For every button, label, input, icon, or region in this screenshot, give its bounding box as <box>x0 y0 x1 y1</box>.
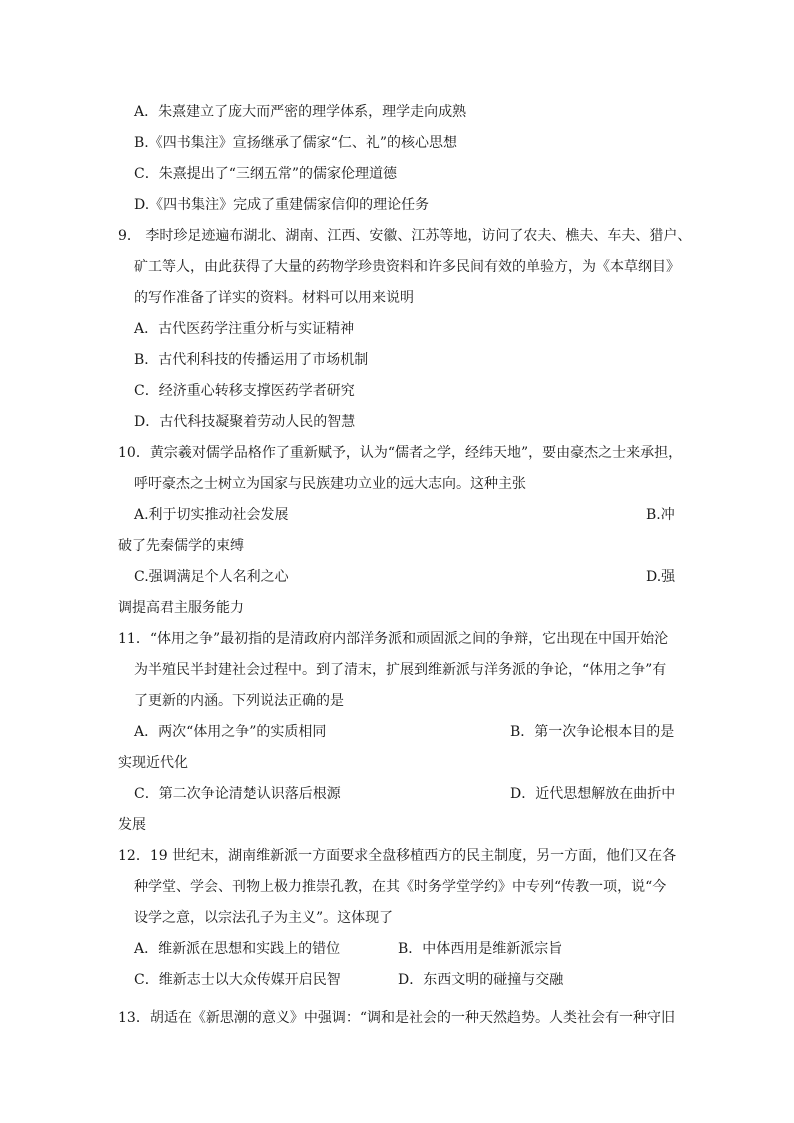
q12-stem-line1: 12．19 世纪末，湖南维新派一方面要求全盘移植西方的民主制度，另一方面，他们又在各 <box>118 848 677 864</box>
q8-option-a: A．朱熹建立了庞大而严密的理学体系，理学走向成熟 <box>134 104 467 120</box>
q12-stem-line2: 种学堂、学会、刊物上极力推崇孔教，在其《时务学堂学约》中专列“传教一项，说“今 <box>134 879 667 895</box>
q9-stem-line2: 矿工等人，由此获得了大量的药物学珍贵资料和许多民间有效的单验方，为《本草纲目》 <box>134 259 680 275</box>
q12-option-c: C．维新志士以大众传媒开启民智 <box>134 972 341 988</box>
q11-option-d: D．近代思想解放在曲折中 <box>510 786 676 802</box>
q10-option-b-wrap: 破了先秦儒学的束缚 <box>118 538 244 554</box>
q9-option-d: D．古代科技凝聚着劳动人民的智慧 <box>134 414 356 430</box>
q10-option-a: A.利于切实推动社会发展 <box>134 507 289 523</box>
q8-option-c: C．朱熹提出了“三纲五常”的儒家伦理道德 <box>134 166 398 182</box>
q10-stem-line2: 呼吁豪杰之士树立为国家与民族建功立业的远大志向。这种主张 <box>134 476 526 492</box>
q8-option-d: D.《四书集注》完成了重建儒家信仰的理论任务 <box>134 197 430 213</box>
q9-stem-line1: 9． 李时珍足迹遍布湖北、湖南、江西、安徽、江苏等地，访问了农夫、樵夫、车夫、猎户、 <box>118 228 692 244</box>
q12-stem-line3: 设学之意，以宗法孔子为主义”。这体现了 <box>134 910 394 926</box>
q11-stem-line2: 为半殖民半封建社会过程中。到了清末，扩展到维新派与洋务派的争论，“体用之争”有 <box>134 662 667 678</box>
q11-stem-line3: 了更新的内涵。下列说法正确的是 <box>134 693 344 709</box>
q9-option-a: A．古代医药学注重分析与实证精神 <box>134 321 355 337</box>
q10-stem-line1: 10．黄宗羲对儒学品格作了重新赋予，认为“儒者之学，经纬天地”，要由豪杰之士来承担， <box>118 445 683 461</box>
q12-option-b: B．中体西用是维新派宗旨 <box>398 941 563 957</box>
q12-option-a: A．维新派在思想和实践上的错位 <box>134 941 341 957</box>
q10-option-d: D.强 <box>646 569 676 585</box>
q10-option-d-wrap: 调提高君主服务能力 <box>118 600 244 616</box>
q8-option-b: B.《四书集注》宣扬继承了儒家“仁、礼”的核心思想 <box>134 135 458 151</box>
q12-option-d: D．东西文明的碰撞与交融 <box>398 972 564 988</box>
q10-option-c: C.强调满足个人名利之心 <box>134 569 289 585</box>
q11-option-c: C．第二次争论清楚认识落后根源 <box>134 786 341 802</box>
q11-option-a: A．两次“体用之争”的实质相同 <box>134 724 327 740</box>
q11-option-b-wrap: 实现近代化 <box>118 755 188 771</box>
q11-option-b: B．第一次争论根本目的是 <box>510 724 675 740</box>
q11-option-d-wrap: 发展 <box>118 817 146 833</box>
q9-stem-line3: 的写作准备了详实的资料。材料可以用来说明 <box>134 290 414 306</box>
q10-option-b: B.冲 <box>646 507 675 523</box>
q13-stem-line1: 13．胡适在《新思潮的意义》中强调：“调和是社会的一种天然趋势。人类社会有一种守旧 <box>118 1010 675 1026</box>
q9-option-c: C．经济重心转移支撑医药学者研究 <box>134 383 355 399</box>
q9-option-b: B．古代利科技的传播运用了市场机制 <box>134 352 369 368</box>
q11-stem-line1: 11．“体用之争”最初指的是清政府内部洋务派和顽固派之间的争辩，它出现在中国开始沦 <box>118 631 669 647</box>
